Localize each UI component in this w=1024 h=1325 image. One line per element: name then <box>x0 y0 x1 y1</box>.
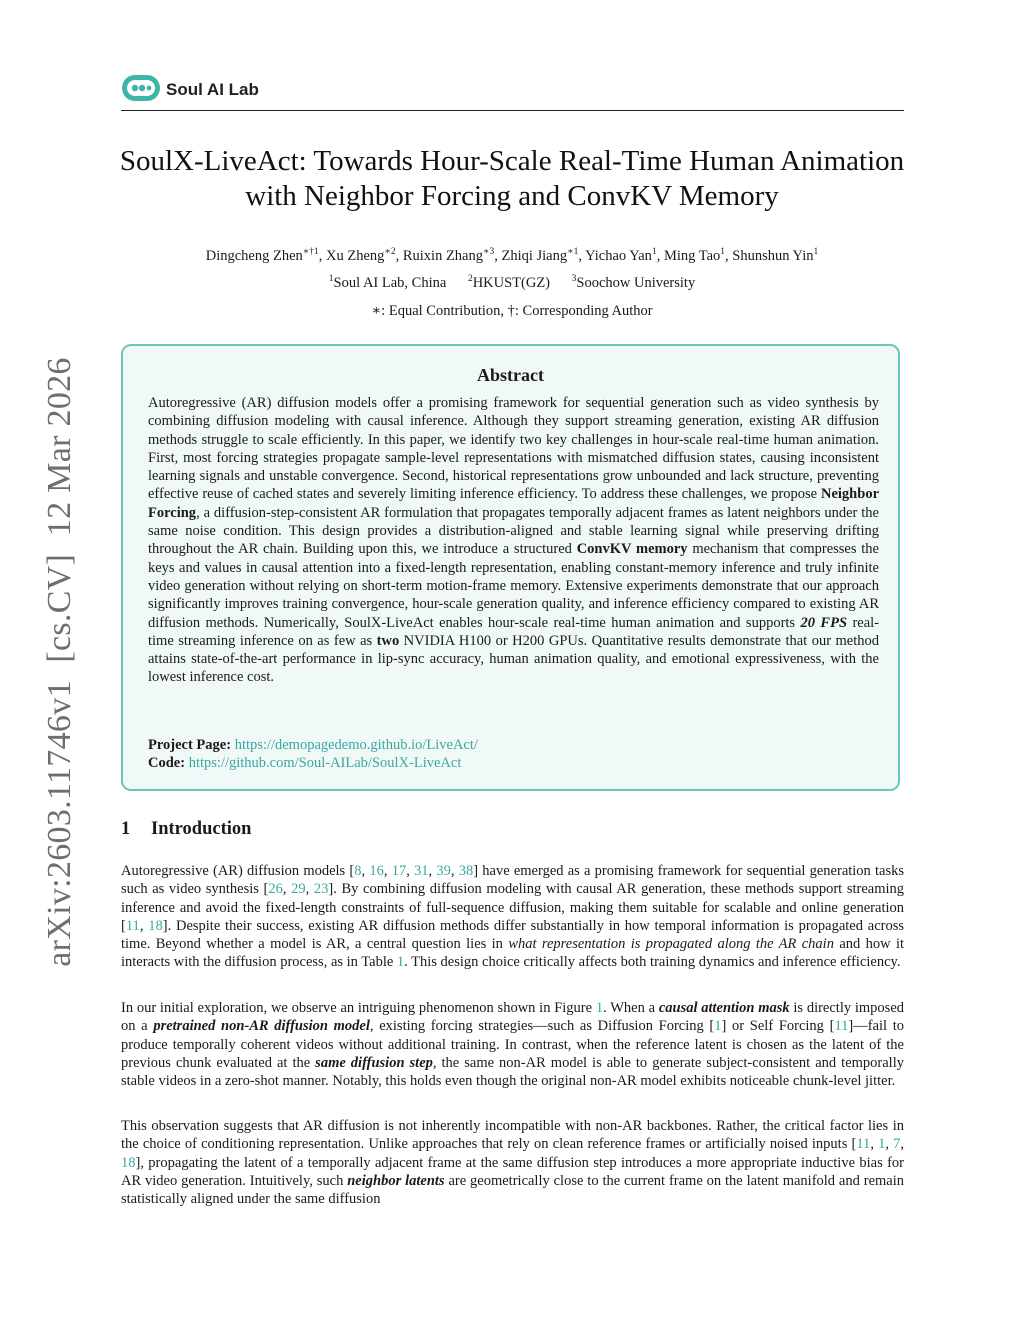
section-heading-introduction: 1 Introduction <box>121 819 252 839</box>
citation-link[interactable]: 11 <box>125 917 140 934</box>
citation-link[interactable]: 29 <box>291 881 306 898</box>
contribution-note: ∗: Equal Contribution, †: Corresponding Author <box>371 303 653 319</box>
affiliation: $^1$Soul AI Lab, China <box>328 274 447 291</box>
abstract-heading: Abstract <box>477 365 544 385</box>
author: Yichao Yan <box>585 248 652 264</box>
table-ref-link[interactable]: 1 <box>396 954 405 971</box>
citation-link[interactable]: 11 <box>856 1136 871 1153</box>
soul-lab-logo-icon <box>121 74 161 102</box>
author: Dingcheng Zhen <box>205 248 303 264</box>
abstract-box <box>121 344 900 791</box>
intro-paragraph-3: This observation suggests that AR diffusion is not inherently incompatible with non-AR backbones. Rather, the critical factor lies in the choice of conditioning representation. Unlike approaches that rely on clean reference frames or artificially noised inputs [11, 1, 7, 18], propagating the latent of a temporally adjacent frame at the same diffusion step introduces a more appropriate inductive bias for AR video generation. Intuitively, such neighbor latents are geometrically close to the current frame on the latent manifold and remain statistically aligned under the same diffusion <box>121 1118 904 1208</box>
citation-link[interactable]: 39 <box>436 863 451 879</box>
citation-link[interactable]: 26 <box>268 881 283 898</box>
citation-link[interactable]: 18 <box>148 917 163 934</box>
paper-title: SoulX-LiveAct: Towards Hour-Scale Real-Time Human Animation with Neighbor Forcing and ConvKV Memory <box>119 145 905 212</box>
citation-link[interactable]: 1 <box>878 1136 886 1153</box>
affiliation: $^2$HKUST(GZ) <box>467 274 551 291</box>
author: Zhiqi Jiang <box>501 248 568 264</box>
affiliation: $^3$Soochow University <box>571 274 696 291</box>
citation-link[interactable]: 17 <box>391 863 407 879</box>
affiliations <box>100 273 924 293</box>
author: Ruixin Zhang <box>402 248 483 264</box>
citation-link[interactable]: 1 <box>714 1018 722 1035</box>
citation-link[interactable]: 31 <box>414 863 429 879</box>
citation-link[interactable]: 38 <box>458 863 474 879</box>
intro-paragraph-1: Autoregressive (AR) diffusion models [8, 16, 17, 31, 39, 38] have emerged as a promising framework for sequential generation tasks such as video synthesis [26, 29, 23]. By combining diffusion modeling with causal AR generation, these methods support streaming inference and avoid the fixed-length constraints of full-sequence diffusion, making them suitable for scalable and online generation [11, 18]. Despite their success, existing AR diffusion methods differ substantially in how temporal information is propagated across time. Beyond whether a model is AR, a central question lies in what representation is propagated along the AR chain and how it interacts with the diffusion process, as in Table 1. This design choice critically affects both training dynamics and inference efficiency. <box>121 863 905 971</box>
citation-link[interactable]: 23 <box>313 881 329 898</box>
citation-link[interactable]: 7 <box>893 1136 901 1153</box>
project-page-label: Project Page: <box>148 737 232 753</box>
citation-link[interactable]: 11 <box>834 1018 849 1035</box>
lab-header <box>121 74 904 111</box>
code-label: Code: <box>148 755 186 772</box>
abstract-body: Autoregressive (AR) diffusion models offer a promising framework for sequential generation such as video synthesis by combining diffusion modeling with causal inference. Although they support streaming generation, existing AR diffusion methods struggle to scale efficiently. In this paper, we identify two key challenges in hour-scale real-time human animation. First, most forcing strategies propagate sample-level representations with mismatched diffusion states, causing inconsistent learning signals and unstable convergence. Second, historical representations grow unbounded and lack structure, preventing effective reuse of cached states and severely limiting inference efficiency. To address these challenges, we propose Neighbor Forcing, a diffusion-step-consistent AR formulation that propagates temporally adjacent frames as latent neighbors under the same noise condition. This design provides a distribution-aligned and stable learning signal while preserving drifting throughout the AR chain. Building upon this, we introduce a structured ConvKV memory mechanism that compresses the keys and values in causal attention into a fixed-length representation, enabling constant-memory inference and truly infinite video generation without relying on short-term motion-frame memory. Extensive experiments demonstrate that our approach significantly improves training convergence, hour-scale generation quality, and inference efficiency compared to existing AR diffusion methods. Numerically, SoulX-LiveAct enables hour-scale real-time human animation and supports 20 FPS real-time streaming inference on as few as two NVIDIA H100 or H200 GPUs. Quantitative results demonstrate that our method attains state-of-the-art performance in lip-sync accuracy, human animation quality, and emotional expressiveness, with the lowest inference cost. <box>148 395 880 686</box>
author: Xu Zheng <box>325 248 385 264</box>
intro-paragraph-2: In our initial exploration, we observe an intriguing phenomenon shown in Figure 1. When a causal attention mask is directly imposed on a pretrained non-AR diffusion model, existing forcing strategies—such as Diffusion Forcing [1] or Self Forcing [11]—fail to produce temporally coherent videos without additional training. In contrast, when the reference latent is chosen as the latent of the previous chunk evaluated at the same diffusion step, the same non-AR model is able to generate subject-consistent and temporally stable videos in a zero-shot manner. Notably, this holds even though the original non-AR model exhibits noticeable chunk-level jitter. <box>121 1000 905 1090</box>
author-list: Dingcheng Zhen$^{∗\dagger 1}$, Xu Zheng$^{∗2}$, Ruixin Zhang$^{∗3}$, Zhiqi Jiang$^{∗1}$, Yichao Yan$^1$, Ming Tao$^1$, Shunshun Yin$^1$ <box>205 247 819 264</box>
arxiv-stamp: arXiv:2603.11746v1 [cs.CV] 12 Mar 2026 <box>41 357 78 967</box>
author: Ming Tao <box>663 248 721 264</box>
author: Shunshun Yin <box>732 248 814 264</box>
citation-link[interactable]: 8 <box>354 863 362 879</box>
citation-link[interactable]: 16 <box>369 863 384 879</box>
figure-ref-link[interactable]: 1 <box>595 1000 604 1016</box>
citation-link[interactable]: 18 <box>121 1154 136 1171</box>
project-page-link[interactable]: https://demopagedemo.github.io/LiveAct/ <box>234 737 478 753</box>
abstract-links <box>148 736 879 773</box>
lab-name: Soul AI Lab <box>166 80 259 99</box>
code-link[interactable]: https://github.com/Soul-AILab/SoulX-LiveAct <box>188 755 462 772</box>
